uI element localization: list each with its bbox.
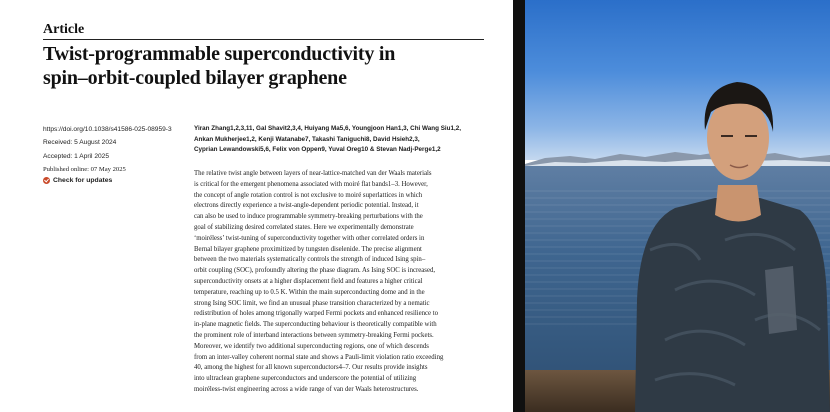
abstract-line: The relative twist angle between layers of near-lattice-matched van der Waals materials xyxy=(194,170,432,177)
abstract-line: is critical for the emergent phenomena associated with moiré flat bands1–3. However, xyxy=(194,180,428,188)
received-date: Received: 5 August 2024 xyxy=(43,139,117,146)
abstract-line: ‘moiréless’ twist-tuning of superconductivity together with other correlated orders in xyxy=(194,234,425,242)
abstract-line: the concept of angle rotation control is not exclusive to moiré superlattices in which xyxy=(194,191,423,199)
doi-link[interactable]: https://doi.org/10.1038/s41586-025-08959-3 xyxy=(43,126,172,133)
check-updates-label: Check for updates xyxy=(53,177,113,184)
author-line: Cyprian Lewandowski5,6, Felix von Oppen9, Yuval Oreg10 & Stevan Nadj-Perge1,2 xyxy=(194,146,441,153)
title-line-1: Twist-programmable superconductivity in xyxy=(43,43,396,65)
check-updates-icon xyxy=(43,177,50,184)
abstract xyxy=(194,169,496,396)
abstract-line: orbit coupling (SOC), profoundly altering the phase diagram. As Ising SOC is increased, xyxy=(194,267,436,275)
author-photo xyxy=(525,0,830,412)
abstract-line: Moreover, we identify two additional superconducting regions, one of which descends xyxy=(194,342,429,350)
abstract-line: into ultraclean graphene superconductors and underscore the potential of utilizing xyxy=(194,375,417,383)
panel-divider xyxy=(513,0,525,412)
abstract-line: can also be used to induce programmable symmetry-breaking perturbations with the xyxy=(194,213,423,221)
accepted-date: Accepted: 1 April 2025 xyxy=(43,153,109,160)
abstract-line: goal of stabilizing desired correlated states. Here we experimentally demonstrate xyxy=(194,223,414,231)
published-date: Published online: 07 May 2025 xyxy=(43,166,126,173)
abstract-line: in-plane magnetic fields. The superconducting behaviour is theoretically compatible with xyxy=(194,321,437,329)
check-for-updates-button[interactable] xyxy=(43,177,112,184)
abstract-line: 40, among the highest for all known superconductors4–7. Our results provide insights xyxy=(194,364,428,372)
header-rule xyxy=(43,39,484,40)
abstract-line: temperature, reaching up to 0.5 K. Within the main superconducting dome and in the xyxy=(194,288,425,296)
person-figure xyxy=(525,0,830,412)
author-line: Yiran Zhang1,2,3,11, Gal Shavit2,3,4, Huiyang Ma5,6, Youngjoon Han1,3, Chi Wang Siu1,2, xyxy=(194,125,461,132)
author-list xyxy=(194,124,494,156)
abstract-line: Bernal bilayer graphene proximitized by tungsten diselenide. The precise alignment xyxy=(194,245,422,253)
abstract-line: redistribution of holes among trigonally warped Fermi pockets and enhanced resilience to xyxy=(194,310,439,318)
article-label: Article xyxy=(43,22,85,37)
abstract-line: electrons directly experience a twist-angle-dependent periodic potential. Instead, it xyxy=(194,202,419,210)
abstract-line: strong Ising SOC limit, we find an unusual phase transition characterized by a nematic xyxy=(194,299,430,307)
abstract-line: the prominent role of interband interactions between symmetry-breaking Fermi pockets. xyxy=(194,331,434,339)
abstract-line: between the two materials systematically controls the strength of induced Ising spin– xyxy=(194,256,426,264)
title-line-2: spin–orbit-coupled bilayer graphene xyxy=(43,67,347,89)
abstract-line: moiréless-twist engineering across a wide range of van der Waals heterostructures. xyxy=(194,385,419,393)
paper-title xyxy=(43,42,493,90)
abstract-line: from an inter-valley coherent normal state and shows a Pauli-limit violation ratio exceeding xyxy=(194,353,444,361)
author-line: Ankan Mukherjee1,2, Kenji Watanabe7, Takashi Taniguchi8, David Hsieh2,3, xyxy=(194,135,420,143)
abstract-line: superconductivity onsets at a higher displacement field and features a higher critical xyxy=(194,277,423,285)
